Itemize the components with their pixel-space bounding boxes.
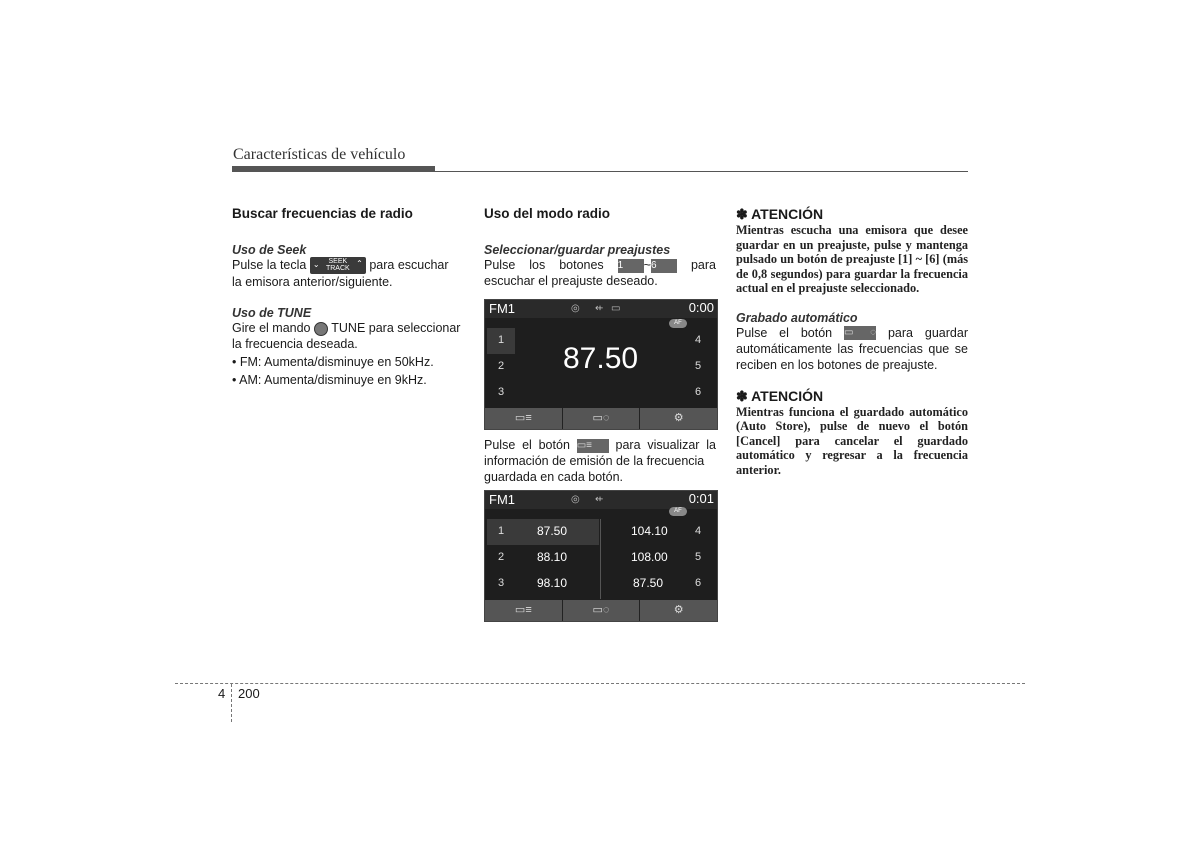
disc-icon: ◎ — [571, 303, 580, 314]
tune-text-after: TUNE para seleccionar — [331, 321, 461, 336]
autostore-text-before: Pulse el botón — [736, 325, 833, 340]
preset-num-6: 6 — [695, 386, 702, 398]
preset-6-button-icon: 6 — [651, 259, 677, 273]
section-heading: Buscar frecuencias de radio — [232, 206, 413, 221]
info-list-icon: ▭≡ — [485, 408, 563, 429]
column-notes — [736, 206, 968, 477]
screen-status-bar — [485, 300, 717, 318]
column-seek-tune — [232, 206, 465, 388]
column-radio-mode — [484, 206, 716, 289]
info-text-line2: información de emisión de la frecuencia — [484, 454, 705, 468]
radio-screen-info — [484, 490, 718, 622]
preset-text-before: Pulse los botones — [484, 258, 604, 272]
autostore-icon: ▭◌ — [563, 600, 641, 621]
band-label: FM1 — [489, 492, 515, 507]
footer-rule — [175, 683, 1025, 684]
settings-gear-icon: ⚙ — [640, 600, 717, 621]
seek-paragraph — [232, 257, 465, 290]
row-1-left-num: 1 — [498, 525, 505, 537]
seek-text-after: para escuchar — [369, 258, 449, 272]
af-badge: AF — [669, 319, 687, 328]
preset-text-after: para — [690, 258, 716, 272]
info-button-icon: ▭≡ — [577, 439, 609, 453]
subheading-preset: Seleccionar/guardar preajustes — [484, 243, 671, 257]
row-3-right-num: 6 — [695, 577, 702, 589]
seek-key-top: SEEK — [328, 258, 348, 266]
tune-paragraph — [232, 320, 465, 352]
preset-paragraph — [484, 257, 716, 273]
info-text-line3: guardada en cada botón. — [484, 470, 624, 484]
frequency-display: 87.50 — [563, 342, 639, 375]
row-3-left-num: 3 — [498, 577, 505, 589]
usb-icon: ⇷ — [595, 303, 604, 314]
warning-text-2: Mientras funciona el guardado automático (Auto Store), pulse de nuevo el botón [Cancel] para cancelar el guardado automático y regresar a la frecuencia anterior. — [736, 404, 968, 477]
preset-text-line2: escuchar el preajuste deseado. — [484, 274, 658, 288]
preset-1-button-icon: 1 — [618, 259, 644, 273]
info-text-after: para visualizar la — [615, 438, 716, 452]
row-1-right-num: 4 — [695, 525, 702, 537]
af-badge: AF — [669, 507, 687, 516]
preset-num-4: 4 — [695, 334, 702, 346]
autostore-line1 — [736, 325, 968, 341]
clock: 0:00 — [688, 300, 714, 315]
warning-title-1: ✽ ATENCIÓN — [736, 206, 824, 222]
row-2-left-freq: 88.10 — [537, 550, 568, 564]
clock: 0:01 — [688, 491, 714, 506]
info-paragraph — [484, 437, 716, 453]
autostore-text-rest: automáticamente las frecuencias que se reciben en los botones de preajuste. — [736, 341, 968, 372]
row-1-left-freq: 87.50 — [537, 524, 568, 538]
battery-icon: ▭ — [611, 303, 621, 314]
screen-tab-bar — [485, 600, 717, 621]
footer-divider — [231, 684, 232, 722]
tune-knob-icon — [314, 322, 328, 336]
chapter-number: 4 — [218, 686, 226, 701]
tune-text-before: Gire el mando — [232, 321, 311, 336]
fm-bullet: • FM: Aumenta/disminuye en 50kHz. — [232, 355, 434, 370]
tune-text-line2: la frecuencia deseada. — [232, 337, 358, 352]
info-text-before: Pulse el botón — [484, 438, 570, 452]
disc-icon: ◎ — [571, 494, 580, 505]
warning-text-1: Mientras escucha una emisora que desee guardar en un preajuste, pulse y mantenga pulsado un botón de preajuste [1] ~ [6] (más de 0,8 segundos) para guardar la frecuencia actual en el preajuste seleccionado. — [736, 223, 968, 295]
preset-num-2: 2 — [498, 360, 505, 372]
tilde: ~ — [643, 258, 651, 272]
page-header-title: Características de vehículo — [233, 146, 406, 163]
subheading-tune: Uso de TUNE — [232, 306, 312, 321]
radio-screen-main — [484, 299, 718, 430]
seek-track-key-icon: ⌄ SEEK TRACK ⌃ — [310, 257, 366, 274]
preset-num-1: 1 — [498, 334, 505, 346]
row-2-right-num: 5 — [695, 551, 702, 563]
band-label: FM1 — [489, 301, 515, 316]
subheading-autostore: Grabado automático — [736, 310, 858, 325]
column-divider — [600, 519, 601, 599]
autostore-icon: ▭◌ — [563, 408, 641, 429]
row-2-left-num: 2 — [498, 551, 505, 563]
usb-icon: ⇷ — [595, 494, 604, 505]
row-3-right-freq: 87.50 — [633, 576, 664, 590]
section-heading: Uso del modo radio — [484, 206, 611, 221]
seek-text-before: Pulse la tecla — [232, 258, 307, 272]
info-list-icon: ▭≡ — [485, 600, 563, 621]
preset-num-5: 5 — [695, 360, 702, 372]
warning-title-2: ✽ ATENCIÓN — [736, 387, 824, 404]
page-number: 200 — [238, 686, 260, 701]
seek-key-bottom: TRACK — [325, 265, 350, 273]
row-1-right-freq: 104.10 — [631, 524, 668, 538]
am-bullet: • AM: Aumenta/disminuye en 9kHz. — [232, 373, 427, 388]
header-rule — [232, 171, 968, 172]
screen-tab-bar — [485, 408, 717, 429]
autostore-button-icon: ▭◌ — [844, 327, 877, 339]
row-2-right-freq: 108.00 — [631, 550, 668, 564]
settings-gear-icon: ⚙ — [640, 408, 717, 429]
seek-text-line2: la emisora anterior/siguiente. — [232, 275, 393, 290]
subheading-seek: Uso de Seek — [232, 243, 307, 257]
preset-num-3: 3 — [498, 386, 505, 398]
row-3-left-freq: 98.10 — [537, 576, 568, 590]
autostore-text-after: para guardar — [887, 325, 968, 340]
